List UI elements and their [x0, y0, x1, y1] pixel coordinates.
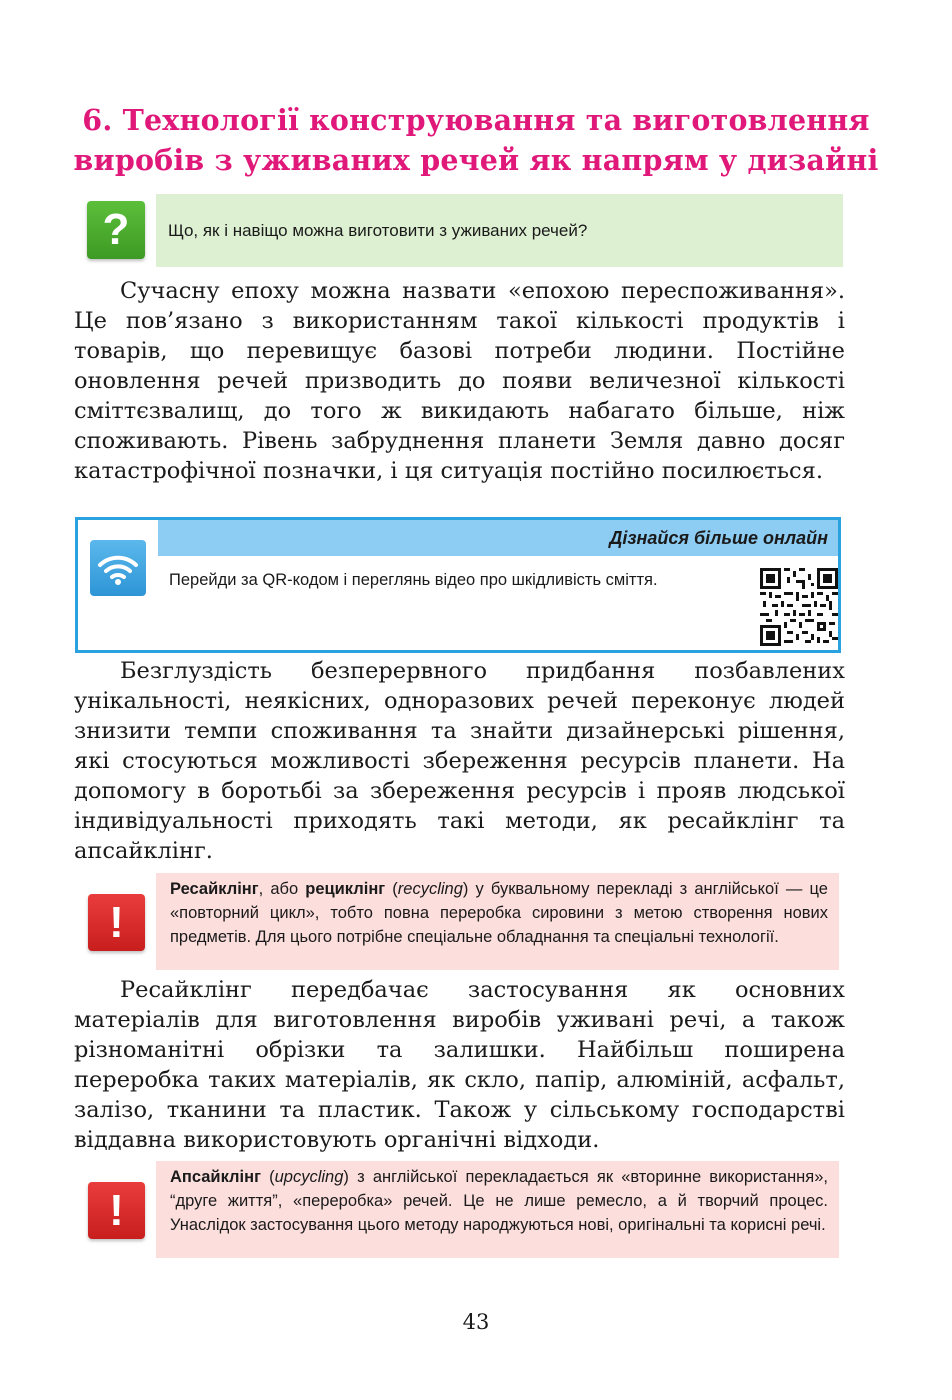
section-title-line-1: 6. Технології конструювання та виготовлення — [82, 103, 870, 137]
exclamation-icon — [88, 1182, 145, 1239]
question-icon-glyph: ? — [102, 205, 130, 254]
wifi-icon — [90, 540, 146, 596]
question-bar — [156, 194, 843, 267]
term-upcycling-latin: upcycling — [274, 1168, 344, 1186]
learn-more-online-box — [75, 517, 841, 653]
term-recycling-latin: recycling — [397, 880, 463, 898]
definition-recycling-body: ) у буквальному перекладі з англійської — це «повторний цикл», тобто повна переробка сировини з метою створення нових предметів. Для цього потрібне спеціальне обладнання та спеціальні технології. — [170, 880, 828, 946]
definition-separator: , або — [258, 880, 306, 898]
definition-paren-open: ( — [385, 880, 398, 898]
definition-recycling-text — [170, 877, 828, 949]
exclamation-icon-glyph: ! — [109, 1186, 124, 1235]
section-title — [60, 100, 892, 180]
learn-more-text: Перейди за QR-кодом і переглянь відео про шкідливість сміття. — [169, 571, 658, 589]
definition-paren-open: ( — [260, 1168, 275, 1186]
question-text: Що, як і навіщо можна виготовити з уживаних речей? — [168, 221, 588, 240]
page-number: 43 — [462, 1310, 490, 1334]
paragraph-intro — [74, 276, 845, 486]
definition-upcycling — [156, 1161, 839, 1258]
definition-upcycling-body: ) з англійської перекладається як «вторинне використання», “друге життя”, «переробка» речей. Це не лише ремесло, а й творчий процес. Унаслідок застосування цього методу народжуються нові, оригінальні та корисні речі. — [170, 1168, 828, 1234]
learn-more-header — [158, 520, 838, 556]
learn-more-heading: Дізнайся більше онлайн — [609, 528, 828, 548]
term-upcycling: Апсайклінг — [170, 1168, 261, 1186]
definition-upcycling-text — [170, 1165, 828, 1237]
definition-recycling — [156, 873, 839, 970]
exclamation-icon — [88, 894, 145, 951]
paragraph-intro-text: Сучасну епоху можна назвати «епохою переспоживання». Це пов’язано з використанням такої кількості продуктів і товарів, що перевищує базові потреби людини. Постійне оновлення речей призводить до появи величезної кількості сміттєзвалищ, до того ж викидають набагато більше, ніж споживають. Рівень забруднення планети Земля давно досяг катастрофічної позначки, і ця ситуація постійно посилюється. — [74, 278, 845, 484]
question-icon — [87, 201, 145, 259]
paragraph-recycling — [74, 975, 845, 1155]
section-title-line-2: виробів з уживаних речей як напрям у дизайні — [73, 143, 879, 177]
paragraph-recycling-text: Ресайклінг передбачає застосування як основних матеріалів для виготовлення виробів уживані речі, а також різноманітні обрізки та залишки. Найбільш поширена переробка таких матеріалів, як скло, папір, алюміній, асфальт, залізо, тканини та пластик. Також у сільському господарстві віддавна використовують органічні відходи. — [74, 977, 845, 1153]
exclamation-icon-glyph: ! — [109, 898, 124, 947]
term-recycling-alt: рециклінг — [305, 880, 386, 898]
paragraph-methods-text: Безглуздість безперервного придбання позбавлених унікальності, неякісних, одноразових речей переконує людей знизити темпи споживання та знайти дизайнерські рішення, які стосуються можливості збереження ресурсів планети. На допомогу в боротьбі за збереження ресурсів і прояв людської індивідуальності приходять такі методи, як ресайклінг та апсайклінг. — [74, 658, 845, 864]
qr-code-icon[interactable] — [760, 568, 838, 646]
term-recycling: Ресайклінг — [170, 880, 259, 898]
paragraph-methods — [74, 656, 845, 866]
